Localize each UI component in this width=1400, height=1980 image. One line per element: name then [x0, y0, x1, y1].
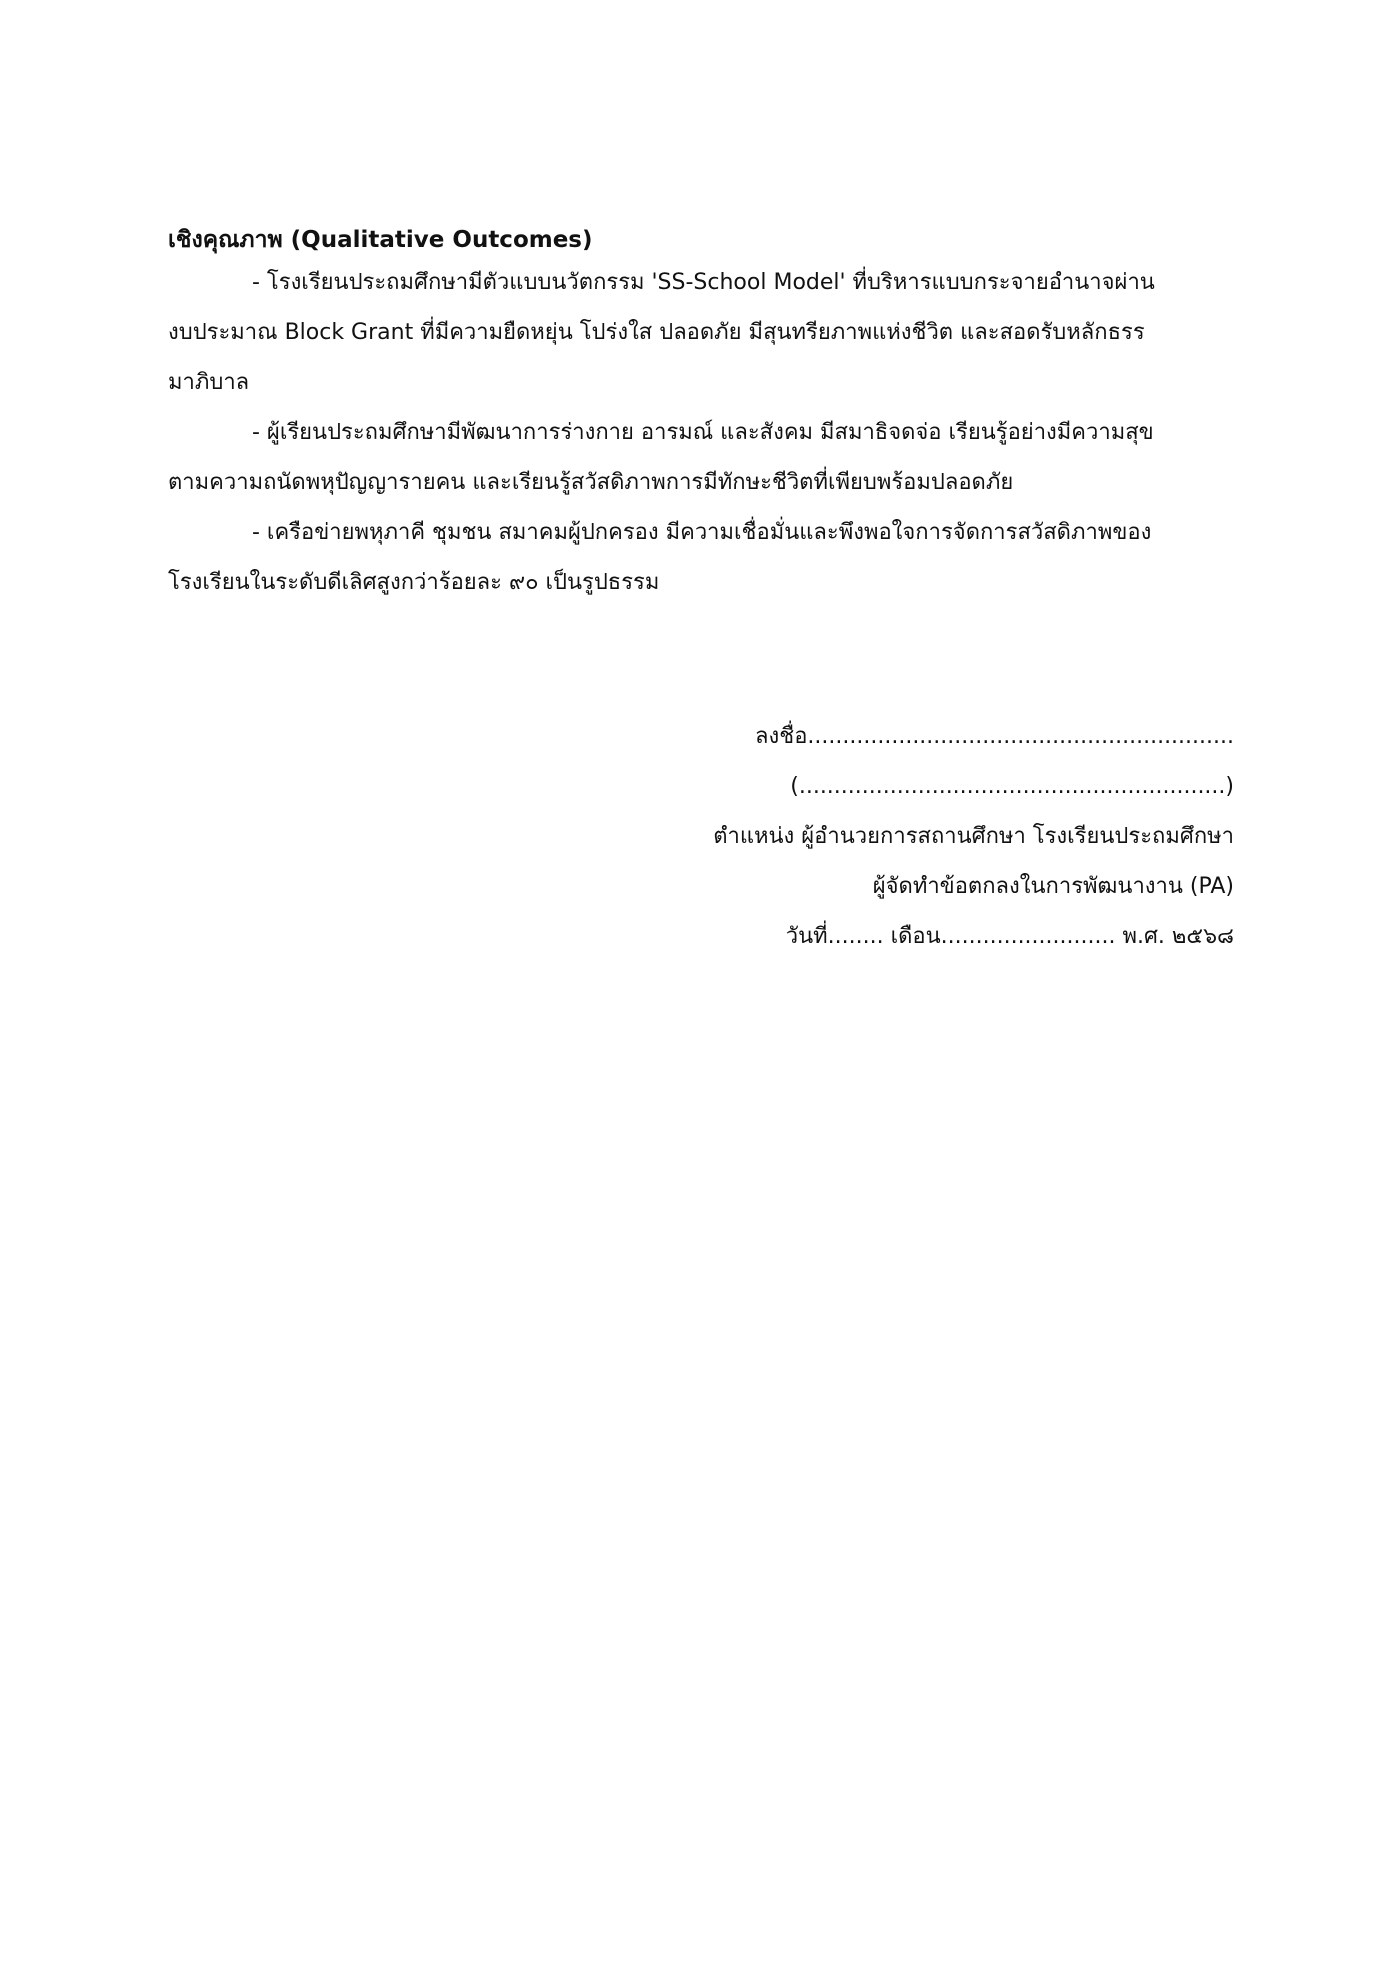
outcome-paragraph-2	[168, 408, 1234, 508]
outcome-paragraph-3	[168, 508, 1234, 608]
paragraph-line: ตามความถนัดพหุปัญญารายคน และเรียนรู้สวัสดิภาพการมีทักษะชีวิตที่เพียบพร้อมปลอดภัย	[168, 470, 1014, 495]
paragraph-line: งบประมาณ Block Grant ที่มีความยืดหยุ่น โปร่งใส ปลอดภัย มีสุนทรียภาพแห่งชีวิต และสอดรับหลักธรร	[168, 320, 1145, 345]
paragraph-line: - โรงเรียนประถมศึกษามีตัวแบบนวัตกรรม 'SS-School Model' ที่บริหารแบบกระจายอำนาจผ่าน	[252, 270, 1155, 295]
signature-line: ลงชื่อ.............................................................	[755, 724, 1234, 749]
paragraph-line: มาภิบาล	[168, 370, 250, 395]
document-body	[168, 222, 1234, 608]
signer-role: ผู้จัดทำข้อตกลงในการพัฒนางาน (PA)	[872, 874, 1234, 899]
signer-position: ตำแหน่ง ผู้อำนวยการสถานศึกษา โรงเรียนประถมศึกษา	[713, 824, 1234, 849]
paragraph-line: โรงเรียนในระดับดีเลิศสูงกว่าร้อยละ ๙๐ เป็นรูปธรรม	[168, 570, 660, 595]
paragraph-line: - เครือข่ายพหุภาคี ชุมชน สมาคมผู้ปกครอง มีความเชื่อมั่นและพึงพอใจการจัดการสวัสดิภาพของ	[252, 520, 1152, 545]
outcome-paragraph-1	[168, 258, 1234, 408]
paragraph-line: - ผู้เรียนประถมศึกษามีพัฒนาการร่างกาย อารมณ์ และสังคม มีสมาธิจดจ่อ เรียนรู้อย่างมีความสุข	[252, 420, 1154, 445]
signature-date: วันที่........ เดือน......................... พ.ศ. ๒๕๖๘	[785, 924, 1234, 949]
signature-block	[534, 712, 1234, 962]
signer-name-line: (.............................................................)	[790, 774, 1234, 799]
section-heading: เชิงคุณภาพ (Qualitative Outcomes)	[168, 227, 593, 253]
